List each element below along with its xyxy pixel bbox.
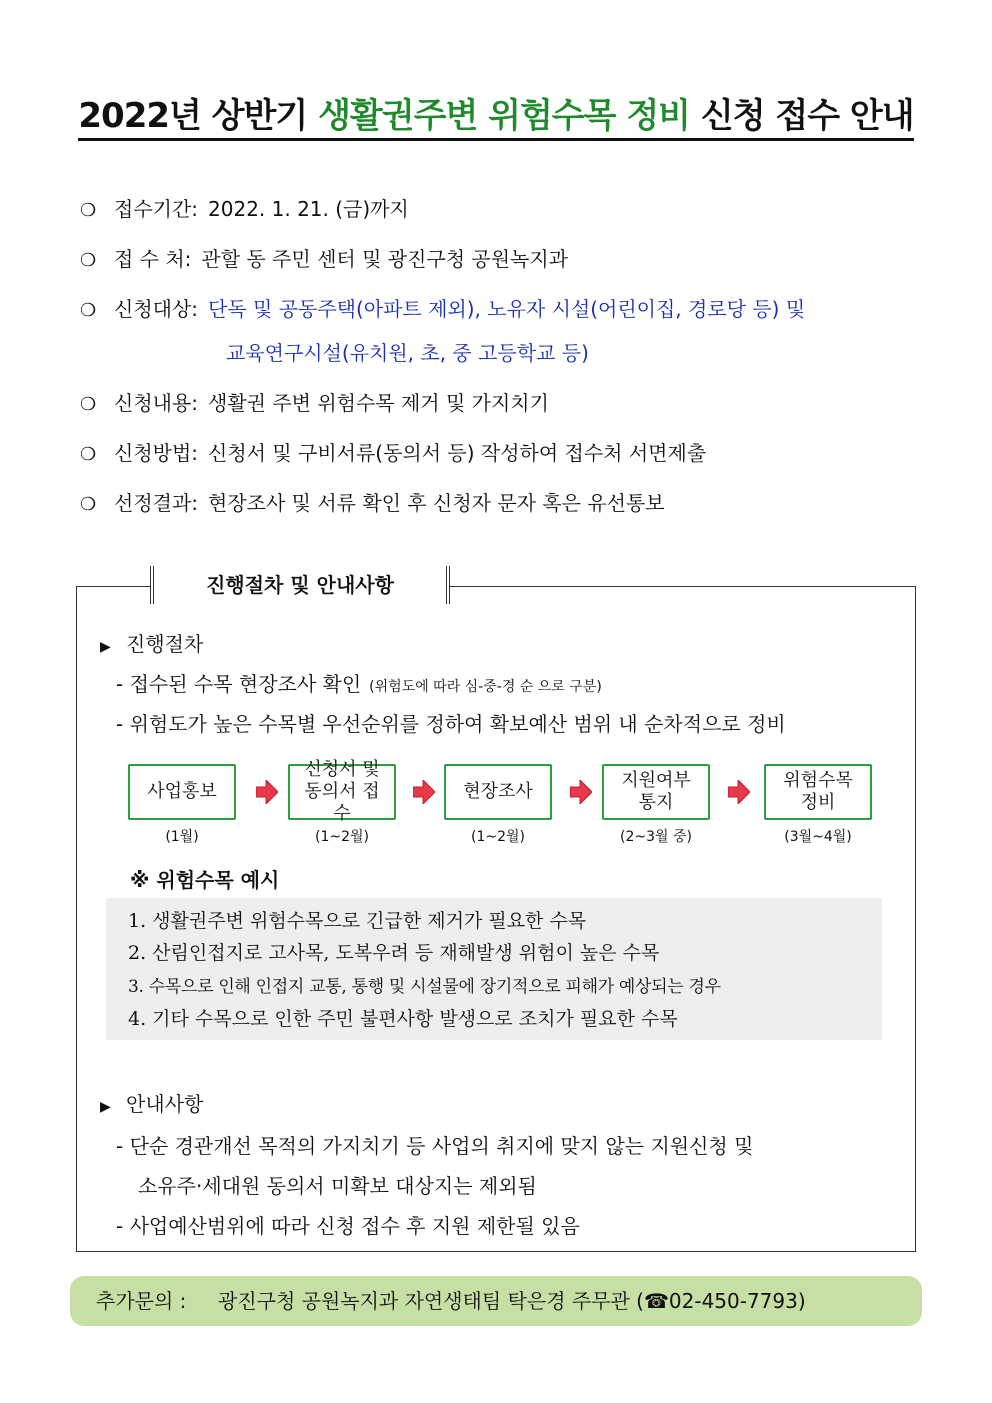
circle-bullet-icon: ❍: [80, 250, 97, 271]
info-value: 현장조사 및 서류 확인 후 신청자 문자 혹은 유선통보: [208, 491, 665, 515]
info-label: 접 수 처:: [114, 247, 192, 271]
step-survey: 현장조사: [444, 764, 552, 820]
info-value: 관할 동 주민 센터 및 광진구청 공원녹지과: [201, 247, 569, 271]
step-application-label: 신청서 및 동의서 접수: [304, 759, 380, 824]
info-label: 선정결과:: [114, 491, 199, 515]
info-row-method: [80, 438, 706, 470]
info-label: 신청내용:: [114, 391, 199, 415]
procedure-box-title: 진행절차 및 안내사항: [150, 566, 450, 604]
procedure-line-1: [116, 668, 602, 697]
notice-line-1b: 소유주·세대원 동의서 미확보 대상지는 제외됨: [138, 1174, 537, 1198]
example-item: 3. 수목으로 인해 인접지 교통, 통행 및 시설물에 장기적으로 피해가 예상되는 경우: [128, 977, 721, 997]
info-value: 단독 및 공동주택(아파트 제외), 노유자 시설(어린이집, 경로당 등) 및: [208, 297, 806, 321]
title-suffix: 신청 접수 안내: [700, 96, 914, 136]
procedure-line-1-note: (위험도에 따라 심-중-경 순 으로 구분): [369, 679, 602, 695]
page-title: [0, 88, 992, 137]
circle-bullet-icon: ❍: [80, 394, 97, 415]
step-period: (1월): [165, 829, 199, 845]
title-prefix: 2022년 상반기: [78, 96, 308, 136]
info-value: 신청서 및 구비서류(동의서 등) 작성하여 접수처 서면제출: [208, 441, 707, 465]
notice-line-1: - 단순 경관개선 목적의 가지치기 등 사업의 취지에 맞지 않는 지원신청 및: [116, 1134, 754, 1158]
info-row-target: [80, 294, 805, 326]
info-label: 접수기간:: [114, 197, 199, 221]
title-highlight: 생활권주변 위험수목 정비: [318, 96, 691, 136]
procedure-line-2: - 위험도가 높은 수목별 우선순위를 정하여 확보예산 범위 내 순차적으로 정비: [116, 712, 786, 736]
procedure-line-1-text: - 접수된 수목 현장조사 확인: [116, 672, 362, 696]
examples-panel: [106, 898, 882, 1040]
example-item: 4. 기타 수목으로 인한 주민 불편사항 발생으로 조치가 필요한 수목: [128, 1008, 678, 1030]
right-arrow-icon: [413, 780, 435, 804]
circle-bullet-icon: ❍: [80, 494, 97, 515]
info-row-period: [80, 194, 409, 226]
step-period: (1~2월): [315, 829, 369, 845]
example-item: 1. 생활권주변 위험수목으로 긴급한 제거가 필요한 수목: [128, 910, 587, 932]
notice-line-2: - 사업예산범위에 따라 신청 접수 후 지원 제한될 있음: [116, 1214, 580, 1238]
contact-banner: [70, 1276, 922, 1326]
step-period: (3월~4월): [784, 829, 852, 845]
circle-bullet-icon: ❍: [80, 444, 97, 465]
contact-value: 광진구청 공원녹지과 자연생태팀 탁은경 주무관 (☎02-450-7793): [218, 1289, 806, 1313]
example-item: 2. 산림인접지로 고사목, 도복우려 등 재해발생 위험이 높은 수목: [128, 942, 660, 964]
triangle-bullet-icon: ▶: [100, 1099, 111, 1115]
examples-title: ※ 위험수목 예시: [130, 868, 280, 892]
procedure-heading-label: 진행절차: [126, 632, 204, 656]
notice-heading-label: 안내사항: [126, 1092, 204, 1116]
step-notice: [602, 764, 710, 820]
procedure-heading: [100, 628, 203, 657]
right-arrow-icon: [728, 780, 750, 804]
circle-bullet-icon: ❍: [80, 200, 97, 221]
right-arrow-icon: [256, 780, 278, 804]
contact-label: 추가문의 :: [96, 1289, 187, 1313]
step-period: (2~3월 중): [620, 829, 692, 845]
info-value: 생활권 주변 위험수목 제거 및 가지치기: [208, 391, 549, 415]
triangle-bullet-icon: ▶: [100, 639, 111, 655]
circle-bullet-icon: ❍: [80, 300, 97, 321]
step-promotion: 사업홍보: [128, 764, 236, 820]
info-label: 신청방법:: [114, 441, 199, 465]
right-arrow-icon: [570, 780, 592, 804]
notice-heading: [100, 1088, 203, 1117]
step-maintenance: [764, 764, 872, 820]
step-application: [288, 759, 396, 824]
info-row-content: [80, 388, 549, 420]
step-period: (1~2월): [471, 829, 525, 845]
info-value-continued: 교육연구시설(유치원, 초, 중 고등학교 등): [226, 341, 589, 365]
step-maintenance-label: 위험수목 정비: [783, 770, 853, 813]
info-label: 신청대상:: [114, 297, 199, 321]
info-value: 2022. 1. 21. (금)까지: [208, 197, 409, 221]
info-row-place: [80, 244, 568, 276]
info-row-result: [80, 488, 665, 520]
step-notice-label: 지원여부 통지: [621, 770, 691, 813]
